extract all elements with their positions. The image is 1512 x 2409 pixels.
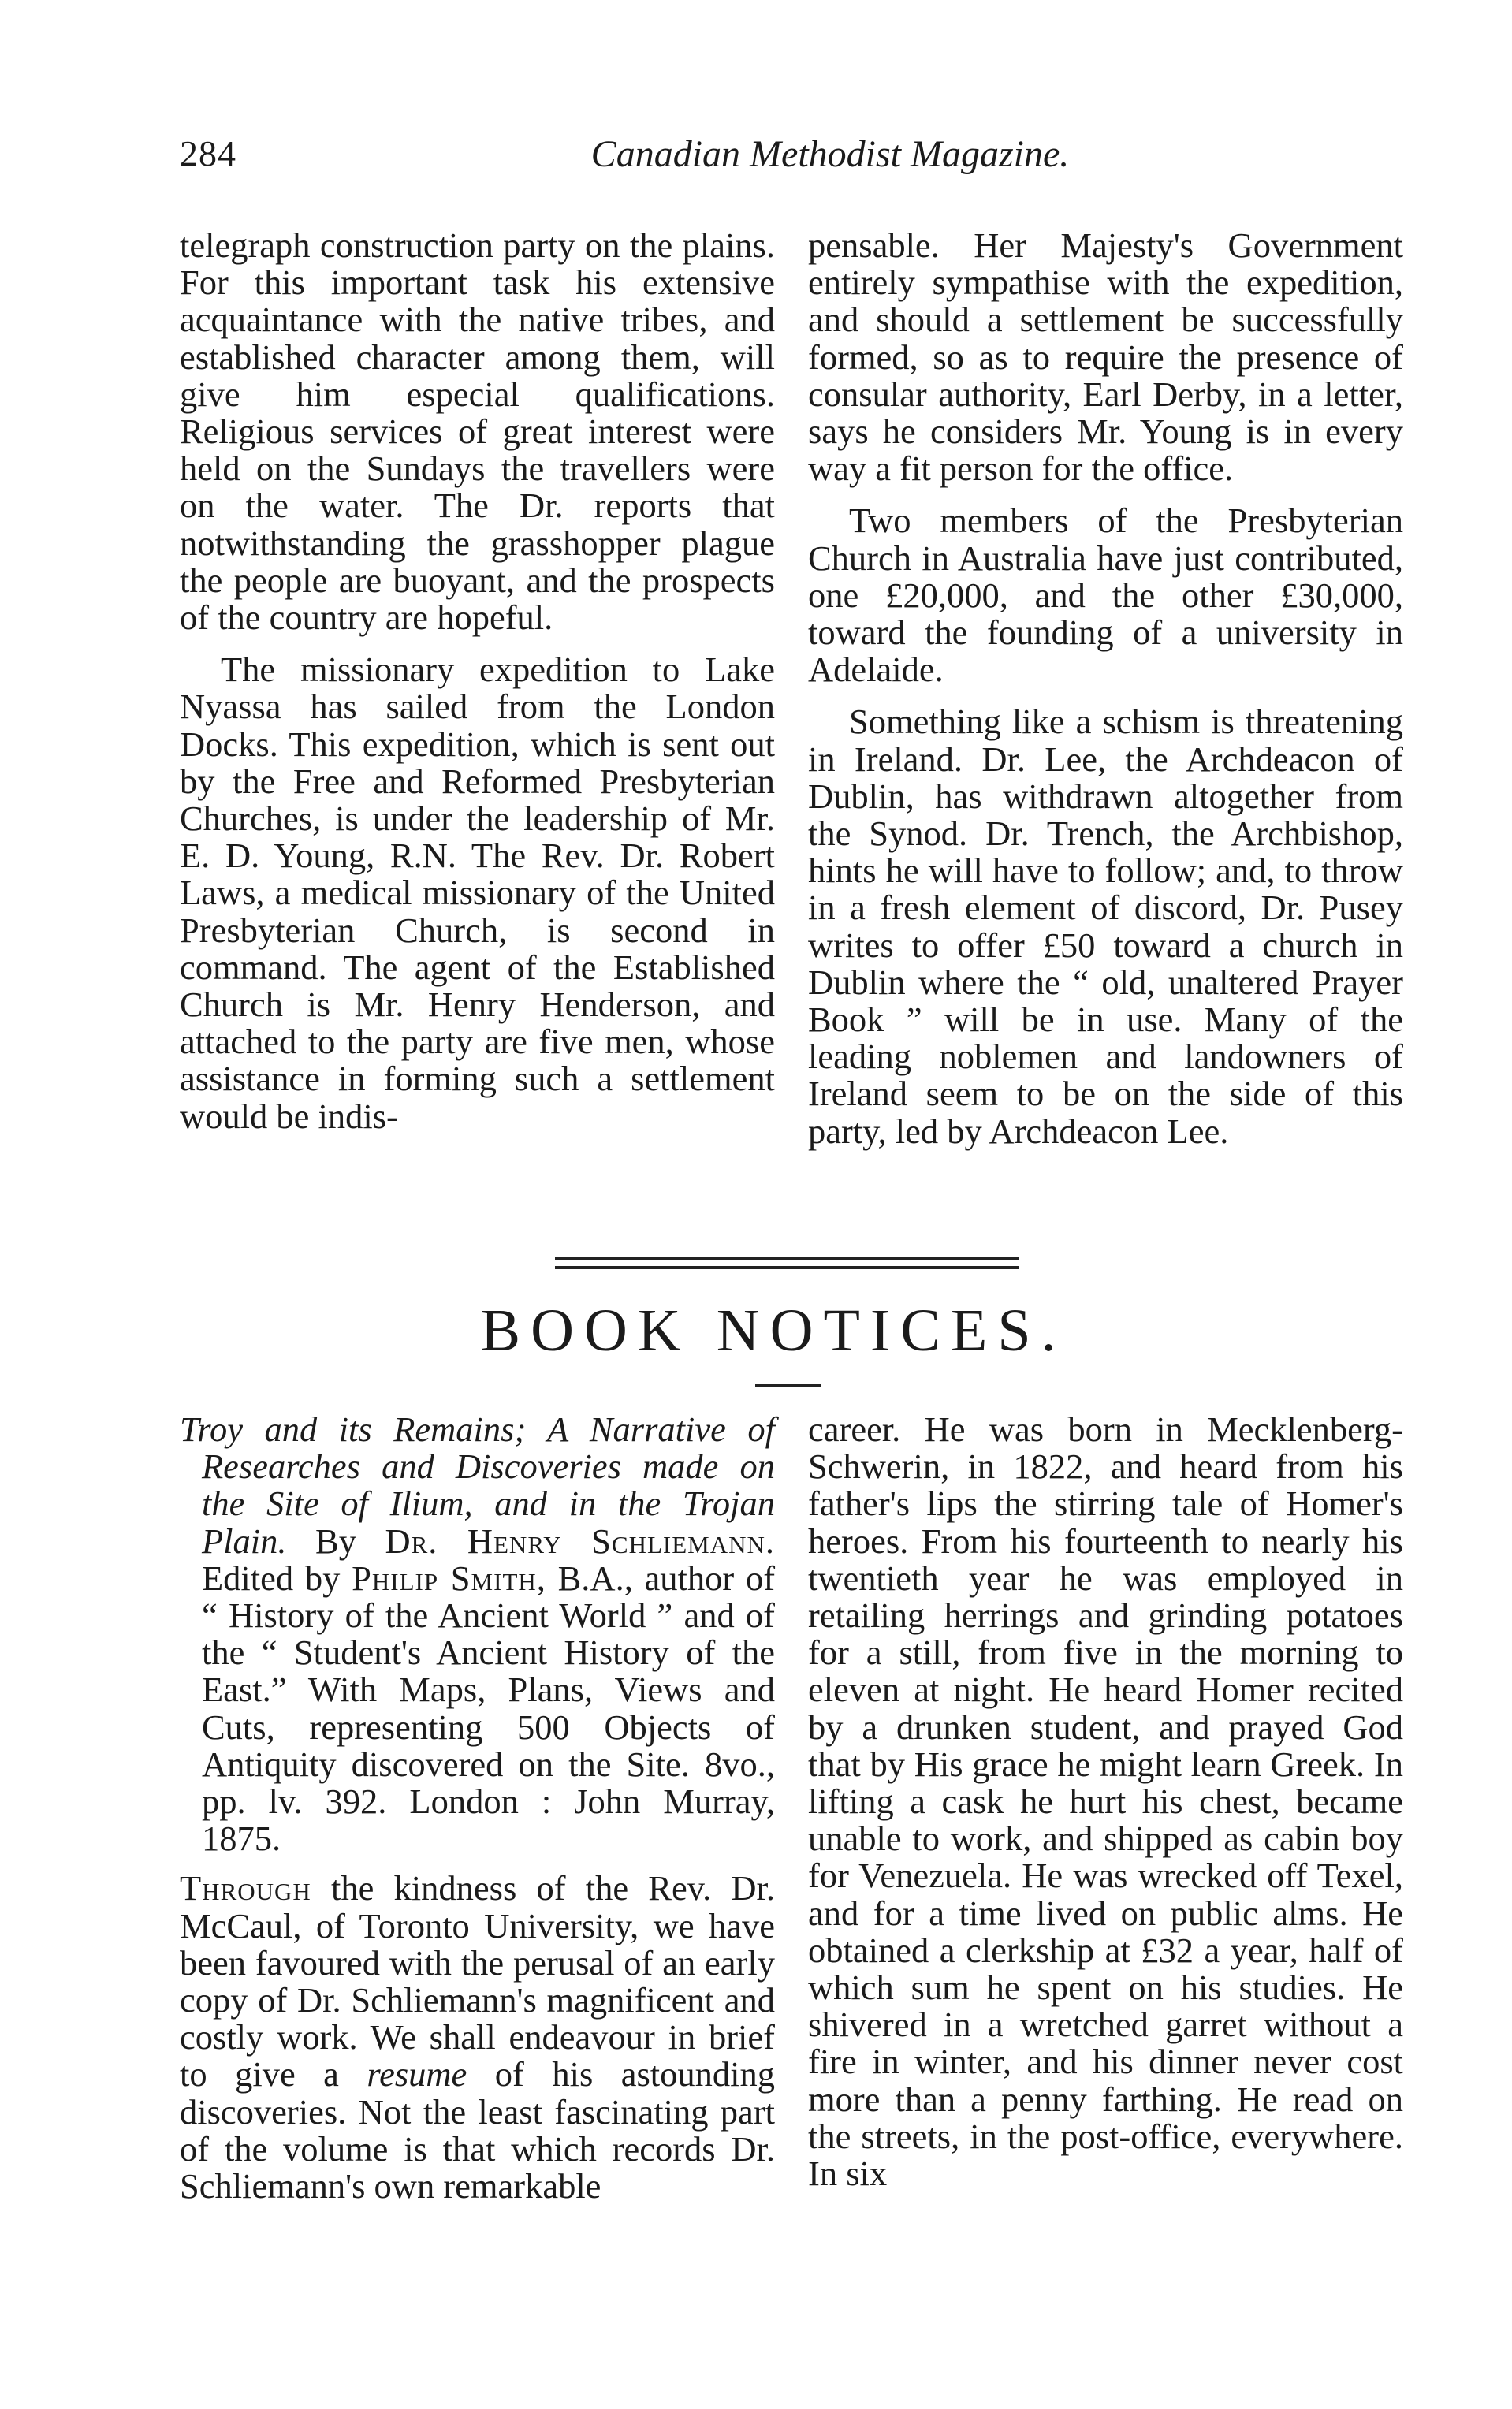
page-header	[180, 132, 1410, 188]
paragraph: Something like a schism is threatening in Ireland. Dr. Lee, the Archdeacon of Dublin, has withdrawn altogether from the Synod. Dr. Trench, the Archbishop, hints he will have to follow; and, to throw in a fresh element of discord, Dr. Pusey writes to offer £50 toward a church in Dublin where the “ old, unaltered Prayer Book ” will be in use. Many of the leading noblemen and landowners of Ireland seem to be on the side of this party, led by Archdeacon Lee.	[808, 702, 1403, 1151]
section-heading: BOOK NOTICES.	[480, 1298, 1067, 1364]
book-title: Troy and its Remains; A Narrative of Researches and Discoveries made on the Site of Ilium, and in the Trojan Plain.	[180, 1409, 775, 1561]
book-by: By	[315, 1521, 356, 1561]
paragraph: The missionary expedition to Lake Nyassa has sailed from the London Docks. This expedition, which is sent out by the Free and Reformed Presbyterian Churches, is under the leadership of Mr. E. D. Young, R.N. The Rev. Dr. Robert Laws, a medical missionary of the United Presbyterian Church, is second in command. The agent of the Established Church is Mr. Henry Henderson, and attached to the party are five men, whose assistance in forming such a settlement would be indis-	[180, 650, 775, 1136]
review-text: the kindness of the Rev. Dr. McCaul, of Toronto University, we have been favoured with the perusal of an early copy of Dr. Schliemann's magnificent and costly work. We shall endeavour in brief to give a	[180, 1868, 775, 2094]
section-divider-top-rule	[555, 1257, 1019, 1260]
news-column-left	[180, 227, 775, 1135]
heading-underline	[755, 1384, 821, 1387]
review-paragraph: career. He was born in Mecklenberg-Schwerin, in 1822, and heard from his father's lips the stirring tale of Homer's heroes. From his fourteenth to nearly his twentieth year he was employed in retailing herrings and grinding potatoes for a still, from five in the morning to eleven at night. He heard Homer recited by a drunken student, and prayed God that by His grace he might learn Greek. In lifting a cask he hurt his chest, became unable to work, and shipped as cabin boy for Venezuela. He was wrecked off Texel, and for a time lived on public alms. He obtained a clerkship at £32 a year, half of which sum he spent on his studies. He shivered in a wretched garret without a fire in winter, and his dinner never cost more than a penny farthing. He read on the streets, in the post-office, everywhere. In six	[808, 1409, 1403, 2194]
review-paragraph	[180, 1870, 775, 2205]
running-title: Canadian Methodist Magazine.	[590, 133, 1070, 175]
book-edited-by: Edited by	[202, 1558, 341, 1598]
section-divider-bottom-rule	[555, 1266, 1019, 1269]
book-notice-column-right	[808, 1411, 1403, 2192]
book-editor: Philip Smith,	[352, 1558, 546, 1598]
review-text: of his astounding discoveries. Not the least fascinating part of the volume is that which records Dr. Schliemann's own remarkable	[180, 2054, 776, 2206]
news-column-right	[808, 227, 1403, 1150]
lead-word: Through	[180, 1868, 311, 1908]
paragraph: pensable. Her Majesty's Government entirely sympathise with the expedition, and should a settlement be successfully formed, so as to require the presence of consular authority, Earl Derby, in a letter, says he considers Mr. Young is in every way a fit person for the office.	[808, 225, 1403, 489]
book-entry	[180, 1411, 775, 1857]
book-author: Dr. Henry Schliemann.	[385, 1521, 776, 1561]
paragraph: Two members of the Presbyterian Church in Australia have just contributed, one £20,000, and the other £30,000, toward the founding of a university in Adelaide.	[808, 501, 1403, 690]
book-notice-column-left	[180, 1411, 775, 2205]
italic-word: resume	[367, 2054, 467, 2094]
page-number: 284	[180, 133, 236, 173]
paragraph: telegraph construction party on the plains. For this important task his extensive acquaintance with the native tribes, and established character among them, will give him especial qualifications. Religious services of great interest were held on the Sundays the travellers were on the water. The Dr. reports that notwithstanding the grasshopper plague the people are buoyant, and the prospects of the country are hopeful.	[180, 225, 775, 638]
book-details: B.A., author of “ History of the Ancient World ” and of the “ Student's Ancient History of the East.” With Maps, Plans, Views and Cuts, representing 500 Objects of Antiquity discovered on the Site. 8vo., pp. lv. 392. London : John Murray, 1875.	[202, 1558, 776, 1859]
